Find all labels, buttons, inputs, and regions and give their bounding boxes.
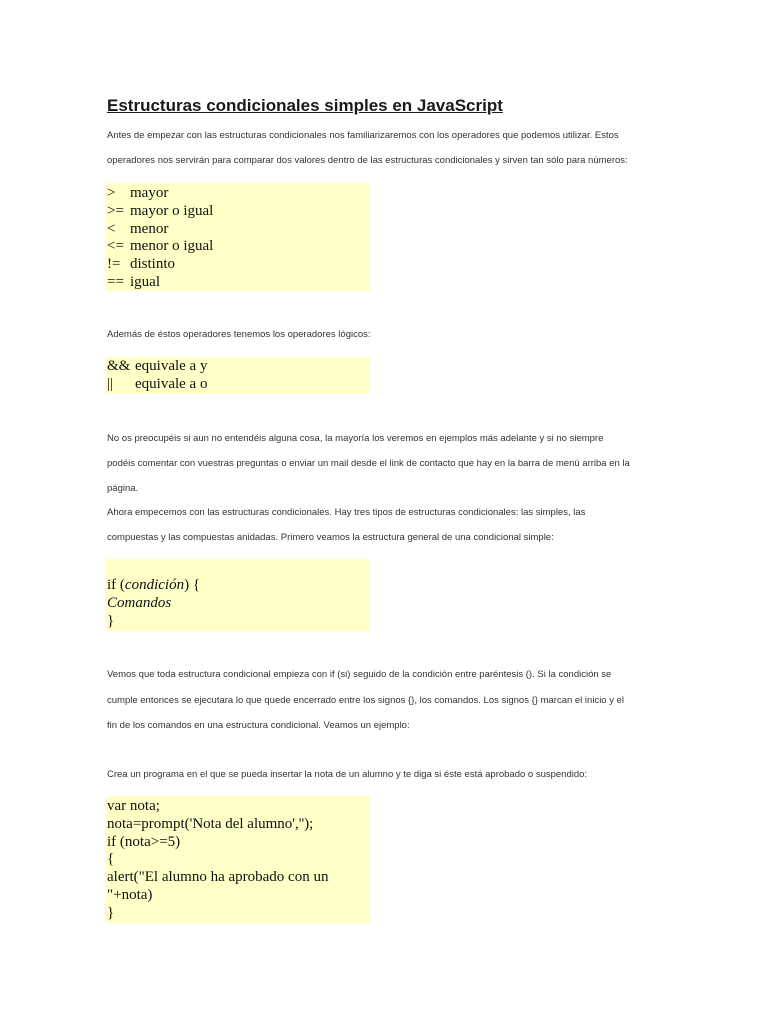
syntax-line	[107, 577, 368, 595]
code-example-box	[105, 796, 370, 923]
operator-label: menor o igual	[130, 238, 214, 255]
comparison-operators-box	[105, 183, 370, 291]
operator-symbol: ||	[107, 375, 114, 392]
logic-intro: Además de éstos operadores tenemos los operadores lógicos:	[107, 329, 371, 340]
para4-line-3: fin de los comandos en una estructura condicional. Veamos un ejemplo:	[107, 720, 410, 731]
operator-row	[107, 238, 368, 256]
operator-symbol: >	[107, 185, 116, 201]
operator-row	[107, 203, 368, 221]
operator-symbol: <	[107, 220, 116, 237]
operator-symbol: >=	[107, 202, 124, 219]
para2-line-2: podéis comentar con vuestras preguntas o enviar un mail desde el link de contacto que hay en la barra de menú arriba en la	[107, 458, 630, 469]
code-line: }	[107, 904, 115, 921]
para2-line-1: No os preocupéis si aun no entendéis alguna cosa, la mayoría los veremos en ejemplos más adelante y si no siempre	[107, 433, 604, 444]
code-line: alert("El alumno ha aprobado con un	[107, 869, 329, 886]
operator-label: distinto	[130, 256, 176, 273]
intro-line-2: operadores nos servirán para comparar dos valores dentro de las estructuras condicionales y sirven tan sólo para números:	[107, 155, 628, 166]
operator-label: igual	[130, 273, 160, 290]
para3-line-2: compuestas y las compuestas anidadas. Primero veamos la estructura general de una condicional simple:	[107, 532, 554, 543]
operator-label: menor	[130, 220, 169, 237]
if-keyword: if (	[107, 577, 125, 593]
code-line: if (nota>=5)	[107, 833, 181, 850]
operator-label: equivale a y	[135, 358, 208, 374]
condition-close: ) {	[184, 577, 201, 593]
operator-row	[107, 185, 368, 203]
operator-label: equivale a o	[135, 375, 208, 392]
para2-line-3: página.	[107, 483, 139, 494]
para3-line-1: Ahora empecemos con las estructuras condicionales. Hay tres tipos de estructuras condicionales: las simples, las	[107, 507, 586, 518]
closing-brace: }	[107, 612, 115, 629]
operator-row	[107, 256, 368, 274]
condition-placeholder: condición	[124, 577, 185, 593]
operator-row	[107, 376, 368, 394]
operator-symbol: !=	[107, 256, 121, 273]
code-line: "+nota)	[107, 886, 153, 903]
page-title: Estructuras condicionales simples en JavaScript	[107, 96, 503, 115]
exercise-text: Crea un programa en el que se pueda insertar la nota de un alumno y te diga si éste está aprobado o suspendido:	[107, 769, 588, 780]
code-line: nota=prompt('Nota del alumno','');	[107, 815, 314, 832]
operator-symbol: <=	[107, 238, 124, 255]
para4-line-2: cumple entonces se ejecutara lo que quede encerrado entre los signos {}, los comandos. Los signos {} marcan el inicio y el	[107, 695, 625, 706]
commands-placeholder: Comandos	[107, 594, 172, 611]
para4-line-1: Vemos que toda estructura condicional empieza con if (si) seguido de la condición entre paréntesis (). Si la condición se	[107, 669, 612, 680]
operator-label: mayor o igual	[130, 202, 214, 219]
operator-row	[107, 221, 368, 239]
code-line: {	[107, 851, 115, 868]
syntax-box	[105, 559, 370, 631]
code-line: var nota;	[107, 798, 160, 814]
operator-row	[107, 274, 368, 292]
operator-symbol: &&	[107, 358, 131, 374]
logical-operators-box	[105, 357, 370, 394]
operator-row	[107, 358, 368, 376]
operator-symbol: ==	[107, 273, 124, 290]
operator-label: mayor	[130, 185, 169, 201]
intro-line-1: Antes de empezar con las estructuras condicionales nos familiarizaremos con los operadores que podemos utilizar. Estos	[107, 130, 619, 141]
